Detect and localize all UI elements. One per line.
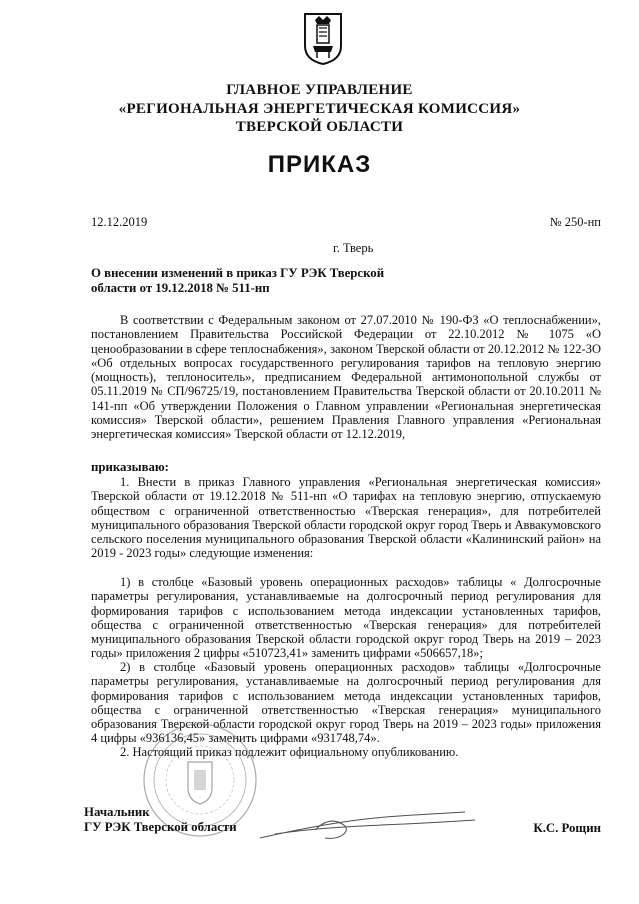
signer-position-line-1: Начальник xyxy=(84,805,150,819)
signer-position-line-2: ГУ РЭК Тверской области xyxy=(84,820,237,834)
paragraph-item-2: 2. Настоящий приказ подлежит официальному опубликованию. xyxy=(120,745,459,759)
paragraph-subitem-1: 1) в столбце «Базовый уровень операционных расходов» таблицы « Долгосрочные параметры регулирования, устанавливаемые на долгосрочный период регулирования для формирования тарифов с использованием метода индексации установленных тарифов, общества с ограниченной ответственностью «Тверская генерация» для потребителей муниципального образования Тверской области городской округ город Тверь на 2019 – 2023 годы» приложения 2 цифры «510723,41» заменить цифрами «506657,18»; xyxy=(91,575,601,661)
header-line-1: ГЛАВНОЕ УПРАВЛЕНИЕ xyxy=(226,82,413,98)
coat-of-arms-emblem xyxy=(303,12,343,66)
document-subject: О внесении изменений в приказ ГУ РЭК Тверской области от 19.12.2018 № 511-нп xyxy=(91,266,385,295)
document-city: г. Тверь xyxy=(333,241,374,255)
signer-name: К.С. Рощин xyxy=(533,821,601,835)
document-type-title: ПРИКАЗ xyxy=(267,151,372,178)
paragraph-subitem-2: 2) в столбце «Базовый уровень операционных расходов» таблицы «Долгосрочные параметры регулирования, устанавливаемые на долгосрочный период регулирования для формирования тарифов с использованием метода индексации установленных тарифов, общества с ограниченной ответственностью «Тверская генерация» муниципального образования Тверской области городской округ город Тверь на 2019 – 2023 годы» приложения 4 цифры «936136,45» заменить цифрами «931748,74». xyxy=(91,660,601,746)
paragraph-preamble: В соответствии с Федеральным законом от 27.07.2010 № 190-ФЗ «О теплоснабжении», постановлением Правительства Российской Федерации от 22.10.2012 № 1075 «О ценообразовании в сфере теплоснабжения», законом Тверской области от 20.12.2012 № 122-ЗО «Об отдельных вопросах государственного регулирования тарифов на тепловую энергию (мощность), теплоноситель», предписанием Федеральной антимонопольной службы от 05.11.2019 № СП/96725/19, постановлением Правительства Тверской области от 20.10.2011 № 141-пп «Об утверждении Положения о Главном управлении «Региональная энергетическая комиссия» Тверской области», решением Правления Главного управления «Региональная энергетическая комиссия» Тверской области от 12.12.2019, xyxy=(91,313,601,442)
header-line-2: «РЕГИОНАЛЬНАЯ ЭНЕРГЕТИЧЕСКАЯ КОМИССИЯ» xyxy=(118,101,521,117)
order-keyword: приказываю: xyxy=(91,460,169,474)
handwritten-signature xyxy=(255,800,485,850)
header-line-3: ТВЕРСКОЙ ОБЛАСТИ xyxy=(235,119,404,135)
document-date: 12.12.2019 xyxy=(91,215,148,229)
document-number: № 250-нп xyxy=(549,215,601,229)
paragraph-item-1: 1. Внести в приказ Главного управления «Региональная энергетическая комиссия» Тверской области от 19.12.2018 № 511-нп «О тарифах на тепловую энергию, отпускаемую обществом с ограниченной ответственностью «Тверская генерация», для потребителей муниципального образования Тверской области городской округ город Тверь и Аввакумовского сельского поселения муниципального образования Тверской области «Калининский район» на 2019 - 2023 годы» следующие изменения: xyxy=(91,475,601,561)
